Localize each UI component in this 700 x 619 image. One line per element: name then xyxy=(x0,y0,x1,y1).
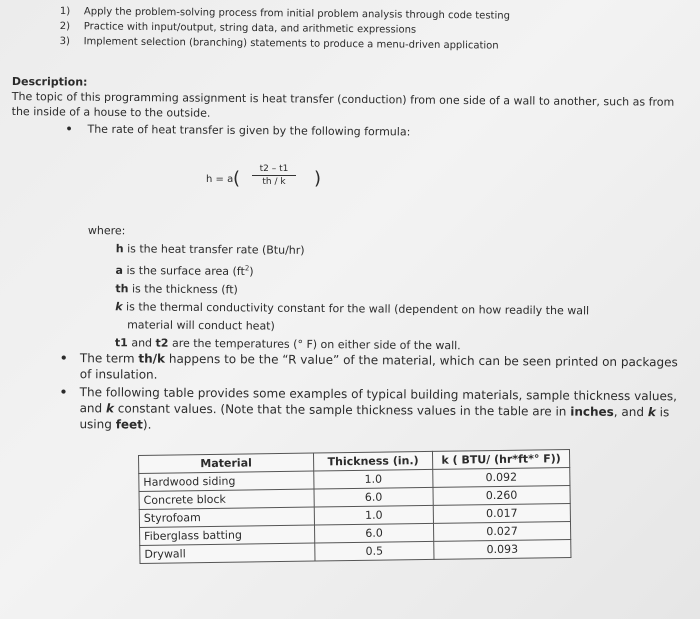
close-paren: ) xyxy=(314,168,322,189)
bullet-icon: • xyxy=(65,122,73,136)
formula-fraction xyxy=(252,164,296,187)
cell-material: Hardwood siding xyxy=(139,471,314,491)
cell-k: 0.092 xyxy=(433,467,570,487)
cell-k: 0.093 xyxy=(434,539,571,559)
definition-k-continued: material will conduct heat) xyxy=(127,318,275,333)
bullet-icon: • xyxy=(59,384,68,400)
cell-thickness: 6.0 xyxy=(314,487,433,507)
definition-a: a is the surface area $(ft^2)$ xyxy=(115,263,254,279)
cell-k: 0.017 xyxy=(433,503,570,523)
heat-transfer-formula xyxy=(206,162,346,196)
cell-material: Concrete block xyxy=(139,489,314,509)
note-r-value: • The term th/k happens to be the “R value” of the material, which can be seen printed on packages of insulation. xyxy=(59,350,678,382)
objective-item: 3) Implement selection (branching) statements to produce a menu-driven application xyxy=(59,35,499,52)
objective-item: 2) Practice with input/output, string data, and arithmetic expressions xyxy=(59,20,417,36)
column-header-material: Material xyxy=(139,453,314,473)
description-heading: Description: xyxy=(11,74,88,89)
description-paragraph: The topic of this programming assignment is heat transfer (conduction) from one side of a wall to another, such as from the inside of a house to the outside. xyxy=(11,89,675,120)
definition-th: th is the thickness (ft) xyxy=(115,281,238,296)
definition-t: t1 and t2 are the temperatures (° F) on either side of the wall. xyxy=(114,335,461,352)
where-label: where: xyxy=(87,223,126,238)
cell-k: 0.260 xyxy=(433,485,570,505)
cell-material: Styrofoam xyxy=(139,507,314,527)
objective-item: 1) Apply the problem-solving process from initial problem analysis through code testing xyxy=(59,5,511,22)
cell-thickness: 1.0 xyxy=(314,469,433,489)
formula-numerator: t2 – t1 xyxy=(252,164,296,176)
open-paren: ( xyxy=(233,168,241,189)
description-section xyxy=(11,74,682,142)
bullet-icon: • xyxy=(59,350,68,366)
cell-material: Fiberglass batting xyxy=(140,525,315,545)
cell-thickness: 6.0 xyxy=(314,523,433,543)
notes-list xyxy=(59,350,690,438)
definition-h: h is the heat transfer rate (Btu/hr) xyxy=(115,242,305,257)
cell-thickness: 1.0 xyxy=(314,505,433,525)
cell-thickness: 0.5 xyxy=(315,541,434,561)
column-header-thickness: Thickness (in.) xyxy=(313,451,432,471)
note-table: • The following table provides some examples of typical building materials, sample thickness values, and k constant values. (Note that the sample thickness values in the table are in inches, and k is using feet). xyxy=(59,384,678,432)
formula-bullet: • The rate of heat transfer is given by the following formula: xyxy=(65,122,411,139)
definition-k: k is the thermal conductivity constant for the wall (dependent on how readily the wall xyxy=(115,299,590,318)
formula-denominator: th / k xyxy=(262,177,286,187)
materials-table xyxy=(138,449,571,564)
formula-lhs: h = a xyxy=(206,174,234,185)
cell-k: 0.027 xyxy=(433,521,570,541)
cell-material: Drywall xyxy=(140,543,315,563)
column-header-k: k ( BTU/ (hr*ft*° F)) xyxy=(432,449,569,469)
objectives-list xyxy=(60,4,510,54)
variable-definitions xyxy=(87,222,668,357)
